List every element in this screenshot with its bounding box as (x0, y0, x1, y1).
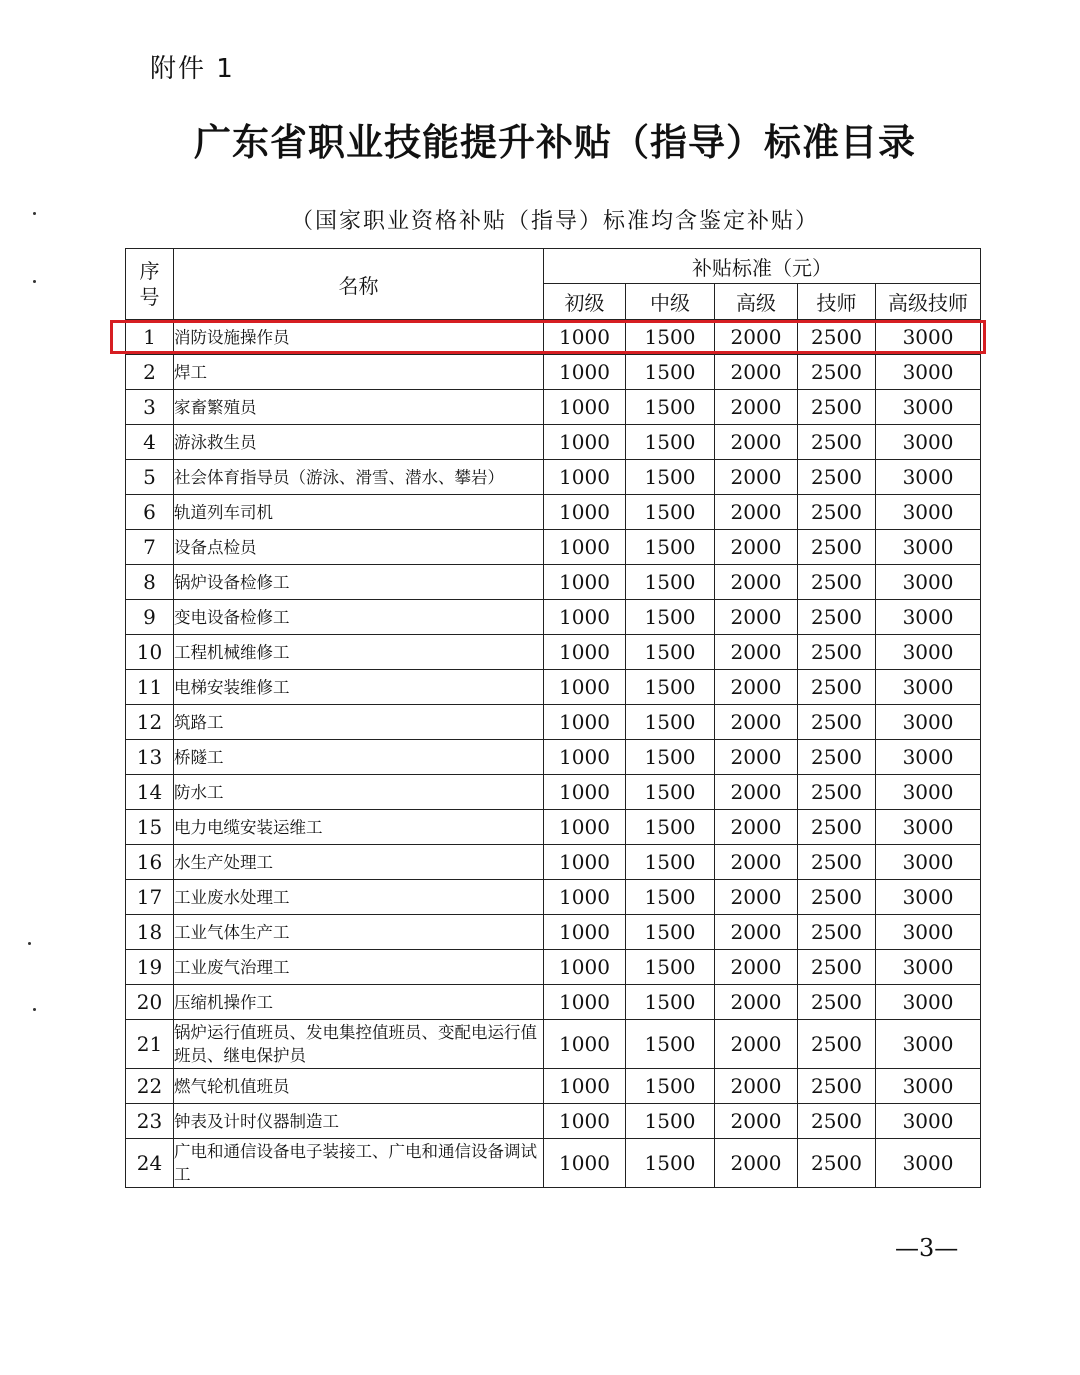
page-title: 广东省职业技能提升补贴（指导）标准目录 (194, 121, 916, 164)
subsidy-amount: 3000 (876, 1104, 981, 1139)
subsidy-amount: 2500 (798, 460, 876, 495)
subsidy-amount: 2000 (715, 705, 798, 740)
subsidy-amount: 2000 (715, 740, 798, 775)
table-row (126, 880, 981, 915)
subsidy-amount: 1500 (626, 915, 715, 950)
subsidy-amount: 2000 (715, 670, 798, 705)
subsidy-amount: 2500 (798, 320, 876, 355)
subsidy-amount: 1500 (626, 355, 715, 390)
subsidy-amount: 2500 (798, 565, 876, 600)
subsidy-amount: 3000 (876, 565, 981, 600)
subsidy-amount: 2000 (715, 600, 798, 635)
subsidy-amount: 2500 (798, 810, 876, 845)
subsidy-amount: 2500 (798, 670, 876, 705)
subsidy-amount: 2000 (715, 425, 798, 460)
subsidy-amount: 3000 (876, 880, 981, 915)
subsidy-amount: 1000 (544, 880, 626, 915)
occupation-name: 筑路工 (174, 705, 544, 740)
subsidy-amount: 1000 (544, 1020, 626, 1069)
subsidy-amount: 3000 (876, 460, 981, 495)
subsidy-amount: 2000 (715, 390, 798, 425)
subsidy-amount: 3000 (876, 635, 981, 670)
occupation-name: 设备点检员 (174, 530, 544, 565)
table-row (126, 460, 981, 495)
subsidy-amount: 1500 (626, 565, 715, 600)
subsidy-amount: 2500 (798, 845, 876, 880)
subsidy-amount: 2000 (715, 565, 798, 600)
table-row (126, 1069, 981, 1104)
row-number: 11 (126, 670, 174, 705)
table-row (126, 705, 981, 740)
row-number: 9 (126, 600, 174, 635)
subsidy-amount: 2000 (715, 460, 798, 495)
subsidy-amount: 1500 (626, 810, 715, 845)
subsidy-amount: 2500 (798, 985, 876, 1020)
subsidy-amount: 3000 (876, 705, 981, 740)
subsidy-amount: 3000 (876, 425, 981, 460)
subsidy-amount: 2000 (715, 880, 798, 915)
occupation-name: 燃气轮机值班员 (174, 1069, 544, 1104)
table-row (126, 530, 981, 565)
header-level-1: 初级 (544, 284, 626, 320)
subsidy-amount: 1000 (544, 1104, 626, 1139)
occupation-name: 钟表及计时仪器制造工 (174, 1104, 544, 1139)
subsidy-amount: 2000 (715, 355, 798, 390)
occupation-name: 桥隧工 (174, 740, 544, 775)
subsidy-amount: 1500 (626, 845, 715, 880)
subsidy-amount: 1000 (544, 670, 626, 705)
table-row (126, 670, 981, 705)
row-number: 19 (126, 950, 174, 985)
row-number: 10 (126, 635, 174, 670)
scan-speck (33, 280, 36, 283)
subsidy-amount: 1500 (626, 985, 715, 1020)
row-number: 7 (126, 530, 174, 565)
occupation-name: 社会体育指导员（游泳、滑雪、潜水、攀岩） (174, 460, 544, 495)
row-number: 16 (126, 845, 174, 880)
subsidy-amount: 1000 (544, 1069, 626, 1104)
subsidy-amount: 1000 (544, 390, 626, 425)
subsidy-amount: 1000 (544, 425, 626, 460)
table-row (126, 425, 981, 460)
subsidy-amount: 2500 (798, 390, 876, 425)
occupation-name: 工业废气治理工 (174, 950, 544, 985)
subsidy-amount: 2000 (715, 635, 798, 670)
subsidy-amount: 2500 (798, 950, 876, 985)
subsidy-amount: 2500 (798, 1069, 876, 1104)
occupation-name: 广电和通信设备电子装接工、广电和通信设备调试工 (174, 1139, 544, 1188)
subsidy-amount: 2000 (715, 1069, 798, 1104)
subsidy-amount: 1000 (544, 460, 626, 495)
occupation-name: 锅炉设备检修工 (174, 565, 544, 600)
subsidy-amount: 3000 (876, 600, 981, 635)
occupation-name: 家畜繁殖员 (174, 390, 544, 425)
table-row (126, 390, 981, 425)
subsidy-amount: 1000 (544, 320, 626, 355)
table-row (126, 915, 981, 950)
subsidy-amount: 1500 (626, 1069, 715, 1104)
header-seq: 序 号 (126, 249, 174, 320)
table-body (126, 320, 981, 1188)
table-row (126, 740, 981, 775)
table-row (126, 355, 981, 390)
header-subsidy-standard: 补贴标准（元） (544, 249, 981, 284)
subsidy-amount: 3000 (876, 915, 981, 950)
subsidy-amount: 1000 (544, 1139, 626, 1188)
subsidy-amount: 1500 (626, 600, 715, 635)
subsidy-amount: 2000 (715, 810, 798, 845)
subsidy-amount: 2000 (715, 1104, 798, 1139)
subsidy-amount: 2500 (798, 1104, 876, 1139)
occupation-name: 水生产处理工 (174, 845, 544, 880)
subsidy-amount: 2500 (798, 600, 876, 635)
subsidy-amount: 1500 (626, 670, 715, 705)
scan-speck (33, 212, 36, 215)
subsidy-amount: 2500 (798, 740, 876, 775)
row-number: 24 (126, 1139, 174, 1188)
row-number: 21 (126, 1020, 174, 1069)
subsidy-amount: 1500 (626, 880, 715, 915)
row-number: 3 (126, 390, 174, 425)
subsidy-amount: 2500 (798, 705, 876, 740)
occupation-name: 电力电缆安装运维工 (174, 810, 544, 845)
scan-speck (28, 942, 31, 945)
attachment-label: 附件 1 (150, 54, 235, 84)
subsidy-amount: 2000 (715, 1139, 798, 1188)
subsidy-amount: 3000 (876, 810, 981, 845)
row-number: 5 (126, 460, 174, 495)
subsidy-amount: 3000 (876, 950, 981, 985)
subsidy-amount: 1000 (544, 915, 626, 950)
table-row (126, 600, 981, 635)
table-row (126, 1139, 981, 1188)
highlight-box (110, 320, 986, 354)
subsidy-amount: 3000 (876, 985, 981, 1020)
subsidy-amount: 2000 (715, 495, 798, 530)
subsidy-amount: 1000 (544, 635, 626, 670)
subsidy-amount: 3000 (876, 1069, 981, 1104)
subsidy-amount: 1000 (544, 565, 626, 600)
row-number: 4 (126, 425, 174, 460)
subsidy-table (125, 248, 981, 1188)
subsidy-amount: 1500 (626, 460, 715, 495)
subsidy-amount: 2500 (798, 425, 876, 460)
subsidy-amount: 1000 (544, 950, 626, 985)
header-name: 名称 (174, 249, 544, 320)
subsidy-amount: 1500 (626, 1020, 715, 1069)
subsidy-amount: 2500 (798, 495, 876, 530)
subsidy-amount: 2500 (798, 915, 876, 950)
row-number: 22 (126, 1069, 174, 1104)
subsidy-amount: 2500 (798, 1139, 876, 1188)
table-row (126, 775, 981, 810)
table-row (126, 985, 981, 1020)
subsidy-amount: 3000 (876, 845, 981, 880)
subsidy-amount: 1500 (626, 495, 715, 530)
subsidy-amount: 1000 (544, 845, 626, 880)
row-number: 6 (126, 495, 174, 530)
subsidy-amount: 1500 (626, 950, 715, 985)
subsidy-amount: 1000 (544, 600, 626, 635)
header-level-3: 高级 (715, 284, 798, 320)
subsidy-amount: 1500 (626, 740, 715, 775)
subsidy-amount: 3000 (876, 1020, 981, 1069)
subsidy-amount: 2000 (715, 985, 798, 1020)
row-number: 8 (126, 565, 174, 600)
occupation-name: 锅炉运行值班员、发电集控值班员、变配电运行值班员、继电保护员 (174, 1020, 544, 1069)
occupation-name: 电梯安装维修工 (174, 670, 544, 705)
row-number: 23 (126, 1104, 174, 1139)
table-row (126, 495, 981, 530)
subsidy-amount: 2000 (715, 950, 798, 985)
occupation-name: 工业气体生产工 (174, 915, 544, 950)
row-number: 17 (126, 880, 174, 915)
subsidy-amount: 1000 (544, 810, 626, 845)
subsidy-amount: 1500 (626, 1139, 715, 1188)
table-row (126, 1104, 981, 1139)
header-level-5: 高级技师 (876, 284, 981, 320)
subsidy-amount: 2000 (715, 845, 798, 880)
subsidy-amount: 1500 (626, 705, 715, 740)
subsidy-amount: 2500 (798, 635, 876, 670)
subsidy-amount: 2500 (798, 1020, 876, 1069)
subsidy-amount: 3000 (876, 495, 981, 530)
subsidy-amount: 1000 (544, 495, 626, 530)
scan-speck (33, 1008, 36, 1011)
page-number: —3— (895, 1234, 959, 1262)
subsidy-amount: 1000 (544, 705, 626, 740)
occupation-name: 防水工 (174, 775, 544, 810)
subsidy-amount: 1000 (544, 985, 626, 1020)
subsidy-amount: 3000 (876, 740, 981, 775)
subsidy-amount: 1500 (626, 530, 715, 565)
row-number: 15 (126, 810, 174, 845)
occupation-name: 变电设备检修工 (174, 600, 544, 635)
subsidy-amount: 3000 (876, 1139, 981, 1188)
subsidy-amount: 1000 (544, 740, 626, 775)
table-row (126, 810, 981, 845)
table-row (126, 950, 981, 985)
subsidy-amount: 1500 (626, 1104, 715, 1139)
row-number: 1 (126, 320, 174, 355)
subsidy-amount: 2500 (798, 355, 876, 390)
subsidy-amount: 2500 (798, 880, 876, 915)
subsidy-amount: 1500 (626, 320, 715, 355)
subsidy-amount: 1000 (544, 775, 626, 810)
subsidy-amount: 1000 (544, 530, 626, 565)
subsidy-amount: 2000 (715, 1020, 798, 1069)
subsidy-amount: 3000 (876, 390, 981, 425)
occupation-name: 工业废水处理工 (174, 880, 544, 915)
row-number: 18 (126, 915, 174, 950)
subsidy-amount: 3000 (876, 670, 981, 705)
occupation-name: 焊工 (174, 355, 544, 390)
occupation-name: 游泳救生员 (174, 425, 544, 460)
subsidy-amount: 1500 (626, 775, 715, 810)
table-row (126, 845, 981, 880)
row-number: 13 (126, 740, 174, 775)
row-number: 2 (126, 355, 174, 390)
table-row (126, 635, 981, 670)
header-level-2: 中级 (626, 284, 715, 320)
row-number: 12 (126, 705, 174, 740)
table-row (126, 565, 981, 600)
subsidy-amount: 1500 (626, 635, 715, 670)
table-row (126, 1020, 981, 1069)
subsidy-amount: 1000 (544, 355, 626, 390)
occupation-name: 轨道列车司机 (174, 495, 544, 530)
subsidy-amount: 2000 (715, 915, 798, 950)
occupation-name: 压缩机操作工 (174, 985, 544, 1020)
subsidy-amount: 2000 (715, 530, 798, 565)
subsidy-amount: 2500 (798, 775, 876, 810)
subsidy-amount: 3000 (876, 775, 981, 810)
occupation-name: 工程机械维修工 (174, 635, 544, 670)
row-number: 14 (126, 775, 174, 810)
subsidy-amount: 1500 (626, 390, 715, 425)
subsidy-amount: 3000 (876, 355, 981, 390)
subsidy-amount: 3000 (876, 320, 981, 355)
page-subtitle: （国家职业资格补贴（指导）标准均含鉴定补贴） (290, 209, 819, 234)
header-level-4: 技师 (798, 284, 876, 320)
occupation-name: 消防设施操作员 (174, 320, 544, 355)
subsidy-amount: 1500 (626, 425, 715, 460)
row-number: 20 (126, 985, 174, 1020)
subsidy-amount: 3000 (876, 530, 981, 565)
subsidy-amount: 2500 (798, 530, 876, 565)
subsidy-amount: 2000 (715, 775, 798, 810)
subsidy-amount: 2000 (715, 320, 798, 355)
